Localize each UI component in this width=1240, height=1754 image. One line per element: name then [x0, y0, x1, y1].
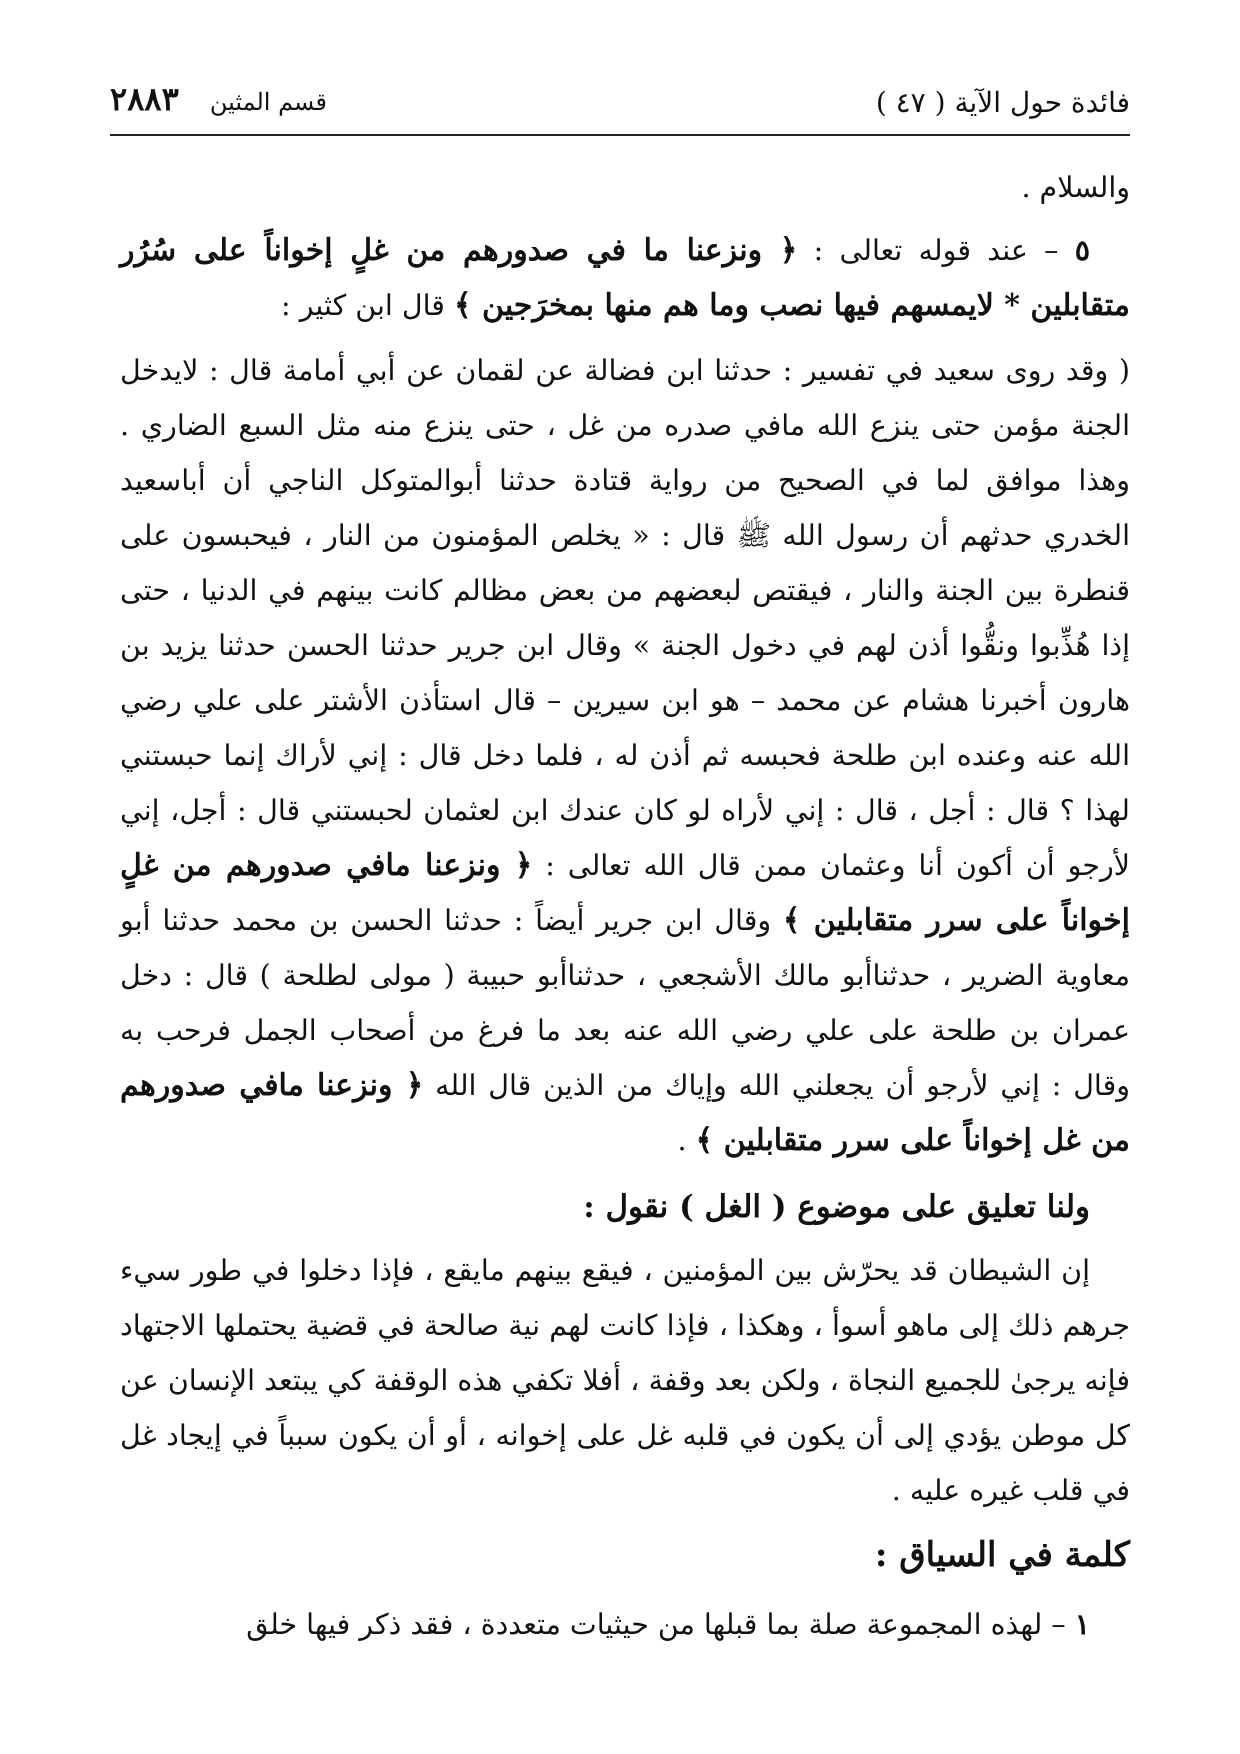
ibn-kathir-quote [120, 343, 1130, 1168]
heading-context: كلمة في السياق : [874, 1535, 1130, 1575]
page-header [110, 80, 1130, 130]
quote-verse-1: ﴿ ونزعنا مافي صدورهم من غلٍ إخواناً على سرر متقابلين ﴾ [120, 848, 1130, 938]
heading-comment: ولنا تعليق على موضوع ( الغل ) نقول : [583, 1189, 1090, 1225]
item-5-verse: ﴿ ونزعنا ما في صدورهم من غلٍ إخواناً على سُرُر متقابلين * لايمسهم فيها نصب وما هم منها بمخرَجين ﴾ [120, 233, 1130, 323]
quote-part-1: ( وقد روى سعيد في تفسير : حدثنا ابن فضالة عن لقمان عن أبي أمامة قال : لايدخل الجنة مؤمن حتى ينزع الله مافي صدره من غل ، حتى ينزع منه مثل السبع الضاري . وهذا موافق لما في الصحيح من رواية قتادة حدثنا أبوالمتوكل الناجي أن أباسعيد الخدري حدثهم أن رسول الله ﷺ قال : « يخلص المؤمنون من النار ، فيحبسون على قنطرة بين الجنة والنار ، فيقتص لبعضهم من بعض مظالم كانت بينهم في الدنيا ، حتى إذا هُذِّبوا ونقُّوا أذن لهم في دخول الجنة » وقال ابن جرير حدثنا الحسن حدثنا يزيد بن هارون أخبرنا هشام عن محمد – هو ابن سيرين – قال استأذن الأشتر على علي رضي الله عنه وعنده ابن طلحة فحبسه ثم أذن له ، فلما دخل قال : إني لأراك إنما حبستني لهذا ؟ قال : أجل ، قال : إني لأراه لو كان عندك ابن لعثمان لحبستني قال : أجل، إني لأرجو أن أكون أنا وعثمان ممن قال الله تعالى : [120, 354, 1130, 882]
item-5-after: قال ابن كثير : [281, 289, 454, 322]
quote-part-2: وقال ابن جرير أيضاً : حدثنا الحسن بن محمد حدثنا أبو معاوية الضرير ، حدثناأبو مالك الأشجعي ، حدثناأبو حبيبة ( مولى لطلحة ) قال : دخل عمران بن طلحة على علي رضي الله عنه بعد ما فرغ من أصحاب الجمل فرحب به وقال : إني لأرجو أن يجعلني الله وإياك من الذين قال الله [120, 904, 1130, 1102]
quote-verse-2: ﴿ ونزعنا مافي صدورهم من غل إخواناً على سرر متقابلين ﴾ [120, 1068, 1130, 1158]
item-5-number: ٥ [1074, 233, 1090, 267]
running-title: فائدة حول الآية ( ٤٧ ) [875, 86, 1130, 119]
header-left [110, 80, 327, 118]
closing-line: والسلام . [1021, 171, 1130, 204]
quote-end: . [677, 1124, 696, 1157]
section-name: قسم المثين [209, 88, 327, 116]
item-1-number: ١ [1074, 1607, 1090, 1641]
page-number: ٢٨٨٣ [110, 80, 179, 118]
header-rule [110, 134, 1130, 136]
comment-paragraph: إن الشيطان قد يحرّش بين المؤمنين ، فيقع بينهم مايقع ، فإذا دخلوا في طور سيء جرهم ذلك إلى ماهو أسوأ ، وهكذا ، فإذا كانت لهم نية صالحة في قضية يحتملها الاجتهاد فإنه يرجىٰ للجميع النجاة ، ولكن بعد وقفة ، أفلا تكفي هذه الوقفة كي يبتعد الإنسان عن كل موطن يؤدي إلى أن يكون في قلبه غل على إخوانه ، أو أن يكون سبباً في إيجاد غل في قلب غيره عليه . [120, 1254, 1130, 1507]
item-1-text: – لهذه المجموعة صلة بما قبلها من حيثيات متعددة ، فقد ذكر فيها خلق [246, 1608, 1075, 1641]
page-body [120, 160, 1130, 1662]
item-1 [120, 1597, 1130, 1652]
item-5-intro: – عند قوله تعالى : [797, 234, 1075, 267]
item-5 [120, 223, 1130, 333]
